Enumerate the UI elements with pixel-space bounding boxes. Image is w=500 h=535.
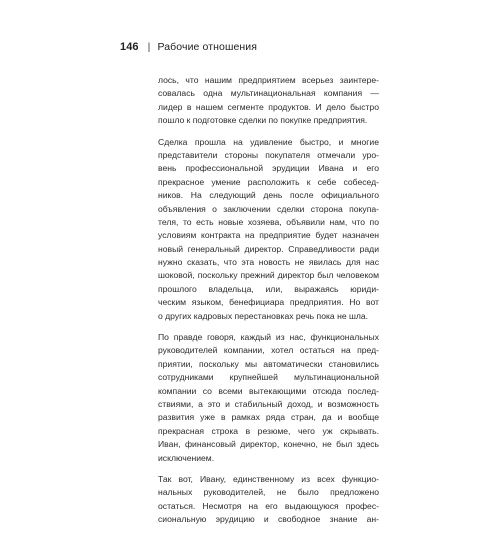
text-line: совалась одна мультинациональная компания — (158, 88, 379, 99)
text-line: остаться. Несмотря на его выдающуюся профес- (158, 500, 379, 511)
paragraph (158, 74, 379, 128)
text-line: сиональную эрудицию и свободное знание ан- (158, 514, 379, 525)
text-line: Сделка прошла на удивление быстро, и многие (158, 136, 379, 147)
chapter-title: Рабочие отношения (157, 41, 258, 53)
text-line: По правде говоря, каждый из нас, функциональных (158, 332, 379, 343)
paragraph (158, 136, 379, 323)
text-line: прошлого владельца, или, выражаясь юриди- (158, 283, 379, 294)
text-line: приятии, поскольку мы автоматически становились (158, 358, 379, 369)
text-line: ческим языком, бенефициара предприятия. Но вот (158, 297, 379, 308)
text-line: руководителей компании, хотел остаться на пред- (158, 345, 379, 356)
text-line: нужно сказать, что эта новость не явилась для нас (158, 257, 379, 268)
text-line: вень профессиональной эрудиции Ивана и его (158, 163, 379, 174)
text-line: пошло к подготовке сделки по покупке предприятия. (158, 115, 368, 126)
text-line: Иван, финансовый директор, конечно, не был здесь (158, 439, 379, 450)
text-line: ствиями, а это и стабильный доход, и возможность (158, 398, 379, 409)
text-line: ников. На следующий день после официального (158, 190, 379, 201)
text-line: новый генеральный директор. Справедливости ради (158, 243, 379, 254)
text-line: шоковой, поскольку прежний директор был человеком (158, 270, 379, 281)
text-line: прекрасная строка в резюме, чего уж скрывать. (158, 425, 379, 436)
text-line: исключением. (158, 452, 215, 463)
text-line: представители стороны покупателя отмечали уро- (158, 149, 379, 160)
text-line: нальных руководителей, не было предложено (158, 487, 379, 498)
text-line: теля, то есть новые хозяева, объявили нам, что по (158, 216, 379, 227)
text-line: развития уже в рамках ряда стран, да и вообще (158, 412, 379, 423)
text-line: о других кадровых перестановках речь пока не шла. (158, 310, 369, 321)
text-line: лидер в нашем сегменте продуктов. И дело быстро (158, 101, 379, 112)
text-line: объявления о заключении сделки сторона покупа- (158, 203, 379, 214)
text-line: компании со всеми вытекающими отсюда послед- (158, 385, 379, 396)
text-line: прекрасное умение расположить к себе собесед- (158, 176, 379, 187)
body-text (158, 74, 379, 535)
text-line: Так вот, Ивану, единственному из всех функцио- (158, 473, 379, 484)
text-line: сотрудниками крупнейшей мультинациональной (158, 372, 379, 383)
text-line: лось, что нашим предприятием всерьез заинтере- (158, 75, 379, 85)
header-separator: | (147, 41, 151, 53)
text-line: условиям контракта на предприятие будет назначен (158, 230, 379, 241)
paragraph (158, 331, 379, 465)
page-number: 146 (120, 41, 139, 53)
running-head (120, 40, 257, 54)
